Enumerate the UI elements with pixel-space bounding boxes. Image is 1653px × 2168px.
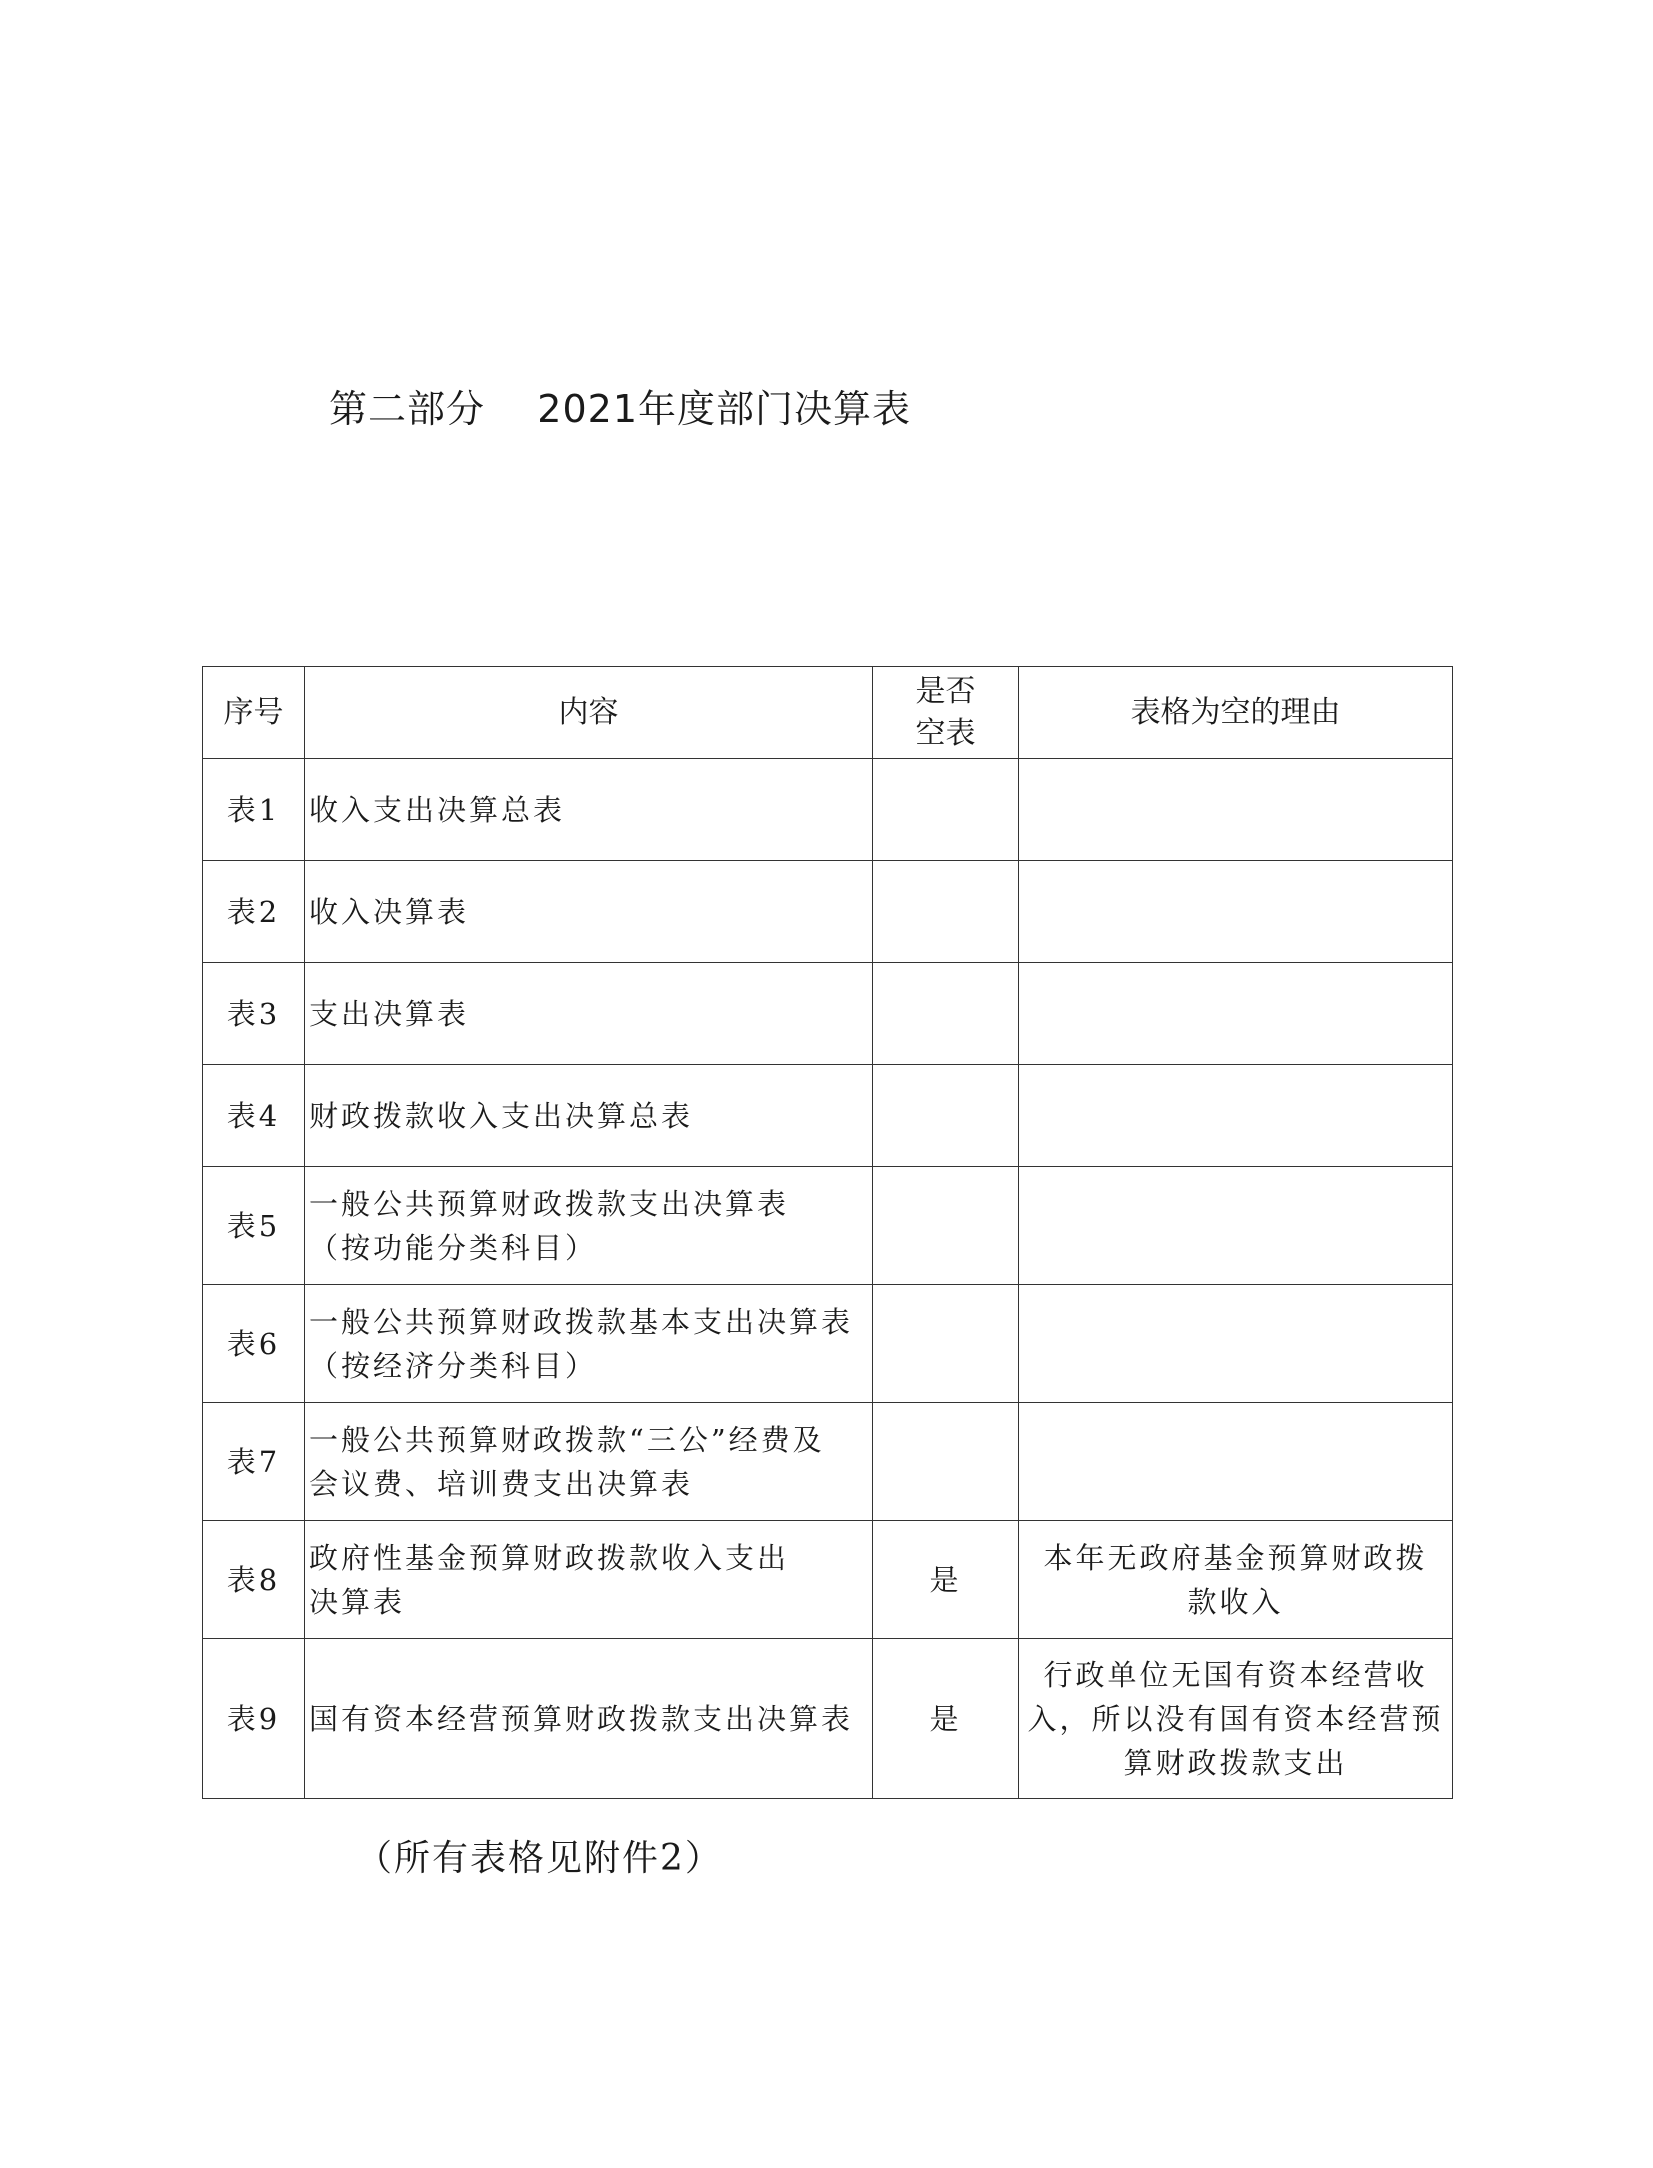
row-is-empty: 是	[873, 1521, 1019, 1639]
row-content: 收入支出决算总表	[305, 759, 873, 861]
row-reason: 行政单位无国有资本经营收 入，所以没有国有资本经营预 算财政拨款支出	[1019, 1639, 1453, 1799]
row-number: 表6	[203, 1285, 305, 1403]
row-number: 表5	[203, 1167, 305, 1285]
row-reason	[1019, 1065, 1453, 1167]
row-is-empty	[873, 963, 1019, 1065]
row-number: 表4	[203, 1065, 305, 1167]
header-no: 序号	[203, 667, 305, 759]
row-number: 表1	[203, 759, 305, 861]
budget-table-index	[202, 666, 1453, 1799]
table-row	[203, 1167, 1453, 1285]
row-content: 政府性基金预算财政拨款收入支出 决算表	[305, 1521, 873, 1639]
row-is-empty	[873, 861, 1019, 963]
table-row	[203, 861, 1453, 963]
table-row	[203, 1065, 1453, 1167]
row-content: 收入决算表	[305, 861, 873, 963]
row-is-empty	[873, 1403, 1019, 1521]
table-row	[203, 963, 1453, 1065]
footnote: （所有表格见附件2）	[356, 1838, 723, 1879]
row-is-empty	[873, 1167, 1019, 1285]
row-number: 表2	[203, 861, 305, 963]
table-row	[203, 1403, 1453, 1521]
header-is-empty: 是否 空表	[873, 667, 1019, 759]
row-reason	[1019, 861, 1453, 963]
row-is-empty	[873, 759, 1019, 861]
row-content: 财政拨款收入支出决算总表	[305, 1065, 873, 1167]
row-content: 一般公共预算财政拨款“三公”经费及 会议费、培训费支出决算表	[305, 1403, 873, 1521]
row-reason: 本年无政府基金预算财政拨 款收入	[1019, 1521, 1453, 1639]
row-is-empty	[873, 1285, 1019, 1403]
table-row	[203, 1521, 1453, 1639]
table-header-row	[203, 667, 1453, 759]
row-number: 表7	[203, 1403, 305, 1521]
header-content: 内容	[305, 667, 873, 759]
row-number: 表8	[203, 1521, 305, 1639]
row-reason	[1019, 759, 1453, 861]
row-reason	[1019, 1285, 1453, 1403]
header-reason: 表格为空的理由	[1019, 667, 1453, 759]
row-number: 表9	[203, 1639, 305, 1799]
row-reason	[1019, 1403, 1453, 1521]
row-content: 一般公共预算财政拨款基本支出决算表 （按经济分类科目）	[305, 1285, 873, 1403]
row-content: 国有资本经营预算财政拨款支出决算表	[305, 1639, 873, 1799]
row-is-empty	[873, 1065, 1019, 1167]
table-body	[203, 759, 1453, 1799]
row-reason	[1019, 1167, 1453, 1285]
table-row	[203, 1639, 1453, 1799]
row-number: 表3	[203, 963, 305, 1065]
row-is-empty: 是	[873, 1639, 1019, 1799]
row-content: 一般公共预算财政拨款支出决算表 （按功能分类科目）	[305, 1167, 873, 1285]
table-row	[203, 759, 1453, 861]
table-row	[203, 1285, 1453, 1403]
page-title: 第二部分 2021年度部门决算表	[328, 387, 912, 431]
row-reason	[1019, 963, 1453, 1065]
row-content: 支出决算表	[305, 963, 873, 1065]
